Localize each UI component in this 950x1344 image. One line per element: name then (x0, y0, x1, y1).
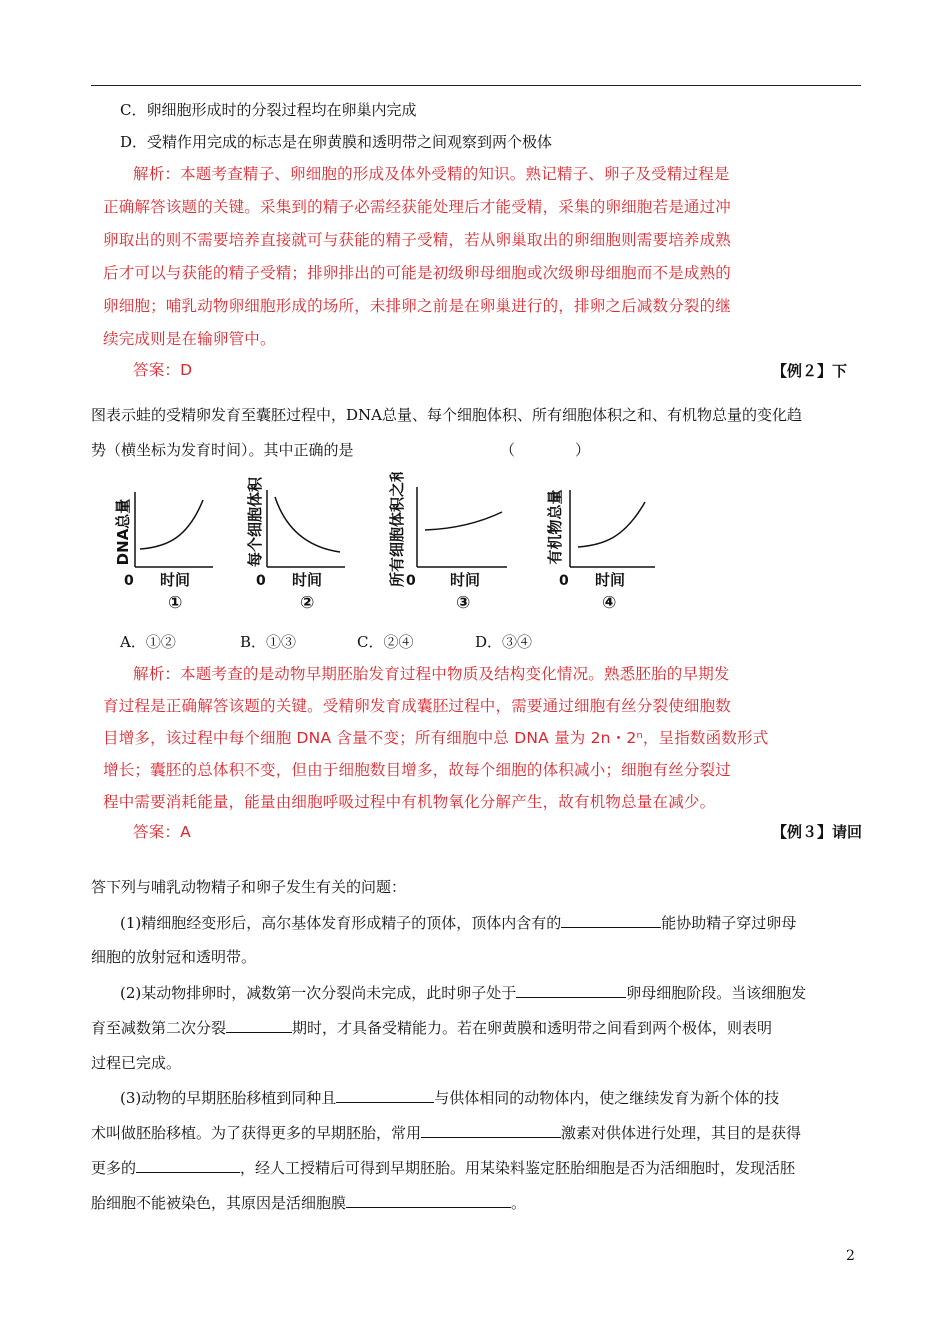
graph-number: ④ (602, 593, 617, 613)
graph-origin: 0 (406, 573, 416, 589)
graph-origin: 0 (256, 573, 266, 589)
analysis-line: 增长；囊胚的总体积不变，但由于细胞数目增多，故每个细胞的体积减小；细胞有丝分裂过 (103, 761, 732, 779)
graph-xlabel: 时间 (450, 571, 481, 589)
graph-curve (578, 502, 645, 547)
question-part-3 (120, 1088, 779, 1108)
text-segment: 卵母细胞阶段。当该细胞发 (626, 984, 807, 1002)
answer-parentheses: （ ） (500, 441, 591, 459)
analysis-line: 正确解答该题的关键。采集到的精子必需经获能处理后才能受精，采集的卵细胞若是通过冲 (103, 198, 732, 216)
answer-blank[interactable] (516, 983, 626, 998)
answer-text: 答案：D (133, 361, 193, 379)
graph-xlabel: 时间 (292, 571, 323, 589)
answer-blank[interactable] (226, 1018, 292, 1033)
question-stem: 图表示蛙的受精卵发育至囊胚过程中，DNA总量、每个细胞体积、所有细胞体积之和、有机物总量的变化趋 (91, 406, 802, 424)
graph-xlabel: 时间 (160, 571, 191, 589)
graph-number: ③ (456, 593, 471, 613)
graph-ylabel: 有机物总量 (546, 489, 564, 565)
analysis-line: 卵取出的则不需要培养直接就可与获能的精子受精，若从卵巢取出的卵细胞则需要培养成熟 (103, 231, 732, 249)
question-part-2 (120, 983, 806, 1003)
analysis-line: 后才可以与获能的精子受精；排卵排出的可能是初级卵母细胞或次级卵母细胞而不是成熟的 (103, 264, 732, 282)
text-line: 细胞的放射冠和透明带。 (91, 948, 257, 966)
analysis-line: 育过程是正确解答该题的关键。受精卵发育成囊胚过程中，需要通过细胞有丝分裂使细胞数 (103, 697, 732, 715)
text-segment: 能协助精子穿过卵母 (661, 914, 797, 932)
option-d: D．③④ (475, 633, 533, 651)
analysis-line: 程中需要消耗能量，能量由细胞呼吸过程中有机物氧化分解产生，故有机物总量在减少。 (103, 793, 716, 811)
text-segment: (2)某动物排卵时，减数第一次分裂尚未完成，此时卵子处于 (120, 984, 517, 1002)
analysis-line: 续完成则是在输卵管中。 (103, 330, 276, 348)
answer-blank[interactable] (136, 1158, 240, 1173)
question-stem: 势（横坐标为发育时间）。其中正确的是 (91, 441, 354, 459)
graph-origin: 0 (559, 573, 569, 589)
graph-curve (140, 500, 203, 549)
text-segment: 育至减数第二次分裂 (91, 1019, 227, 1037)
text-segment: 期时，才具备受精能力。若在卵黄膜和透明带之间看到两个极体，则表明 (292, 1019, 773, 1037)
option-b: B．①③ (240, 633, 297, 651)
graph-3 (382, 472, 512, 626)
text-segment: 术叫做胚胎移植。为了获得更多的早期胚胎，常用 (91, 1124, 422, 1142)
graph-number: ② (300, 593, 315, 613)
text-segment: 与供体相同的动物体内，使之继续发育为新个体的技 (434, 1089, 780, 1107)
answer-blank[interactable] (346, 1193, 511, 1208)
text-segment: 。 (511, 1194, 527, 1212)
answer-blank[interactable] (336, 1088, 434, 1103)
text-segment: 胎细胞不能被染色，其原因是活细胞膜 (91, 1194, 347, 1212)
option-c: C．卵细胞形成时的分裂过程均在卵巢内完成 (120, 101, 417, 119)
text-segment: ，经人工授精后可得到早期胚胎。用某染料鉴定胚胎细胞是否为活细胞时，发现活胚 (240, 1159, 796, 1177)
option-a: A．①② (120, 633, 176, 651)
graph-origin: 0 (124, 573, 134, 589)
option-d: D．受精作用完成的标志是在卵黄膜和透明带之间观察到两个极体 (120, 133, 553, 151)
example-2-label: 【例２】下 (772, 362, 848, 380)
answer-blank[interactable] (561, 913, 661, 928)
text-line (91, 1123, 801, 1143)
graph-4 (540, 472, 660, 626)
text-segment: 更多的 (91, 1159, 137, 1177)
example-3-label: 【例３】请回 (772, 823, 863, 841)
option-c: C．②④ (357, 633, 414, 651)
answer-text: 答案：A (133, 823, 191, 841)
graph-number: ① (168, 593, 183, 613)
analysis-line: 解析：本题考查精子、卵细胞的形成及体外受精的知识。熟记精子、卵子及受精过程是 (133, 165, 730, 183)
graph-ylabel: 所有细胞体积之和 (388, 472, 406, 588)
graph-curve (275, 497, 340, 552)
text-segment: (1)精细胞经变形后，高尔基体发育形成精子的顶体，顶体内含有的 (120, 914, 562, 932)
analysis-line: 解析：本题考查的是动物早期胚胎发育过程中物质及结构变化情况。熟悉胚胎的早期发 (133, 665, 730, 683)
graph-ylabel: 每个细胞体积 (246, 476, 264, 568)
question-part-1 (120, 913, 796, 933)
analysis-line: 目增多，该过程中每个细胞 DNA 含量不变；所有细胞中总 DNA 量为 2n・2ⁿ，呈指数函数形式 (103, 729, 769, 747)
answer-blank[interactable] (421, 1123, 561, 1138)
text-line (91, 1193, 526, 1213)
question-stem: 答下列与哺乳动物精子和卵子发生有关的问题： (91, 878, 407, 896)
graph-ylabel: DNA总量 (114, 498, 132, 566)
graph-1 (108, 472, 218, 626)
graph-xlabel: 时间 (595, 571, 626, 589)
graph-2 (240, 472, 350, 626)
page-number: 2 (846, 1248, 855, 1264)
text-line: 过程已完成。 (91, 1054, 182, 1072)
text-segment: (3)动物的早期胚胎移植到同种且 (120, 1089, 337, 1107)
header-rule (91, 85, 861, 86)
analysis-line: 卵细胞；哺乳动物卵细胞形成的场所，未排卵之前是在卵巢进行的，排卵之后减数分裂的继 (103, 297, 732, 315)
text-segment: 激素对供体进行处理，其目的是获得 (561, 1124, 802, 1142)
text-line (91, 1158, 795, 1178)
text-line (91, 1018, 772, 1038)
graph-curve (425, 512, 502, 530)
